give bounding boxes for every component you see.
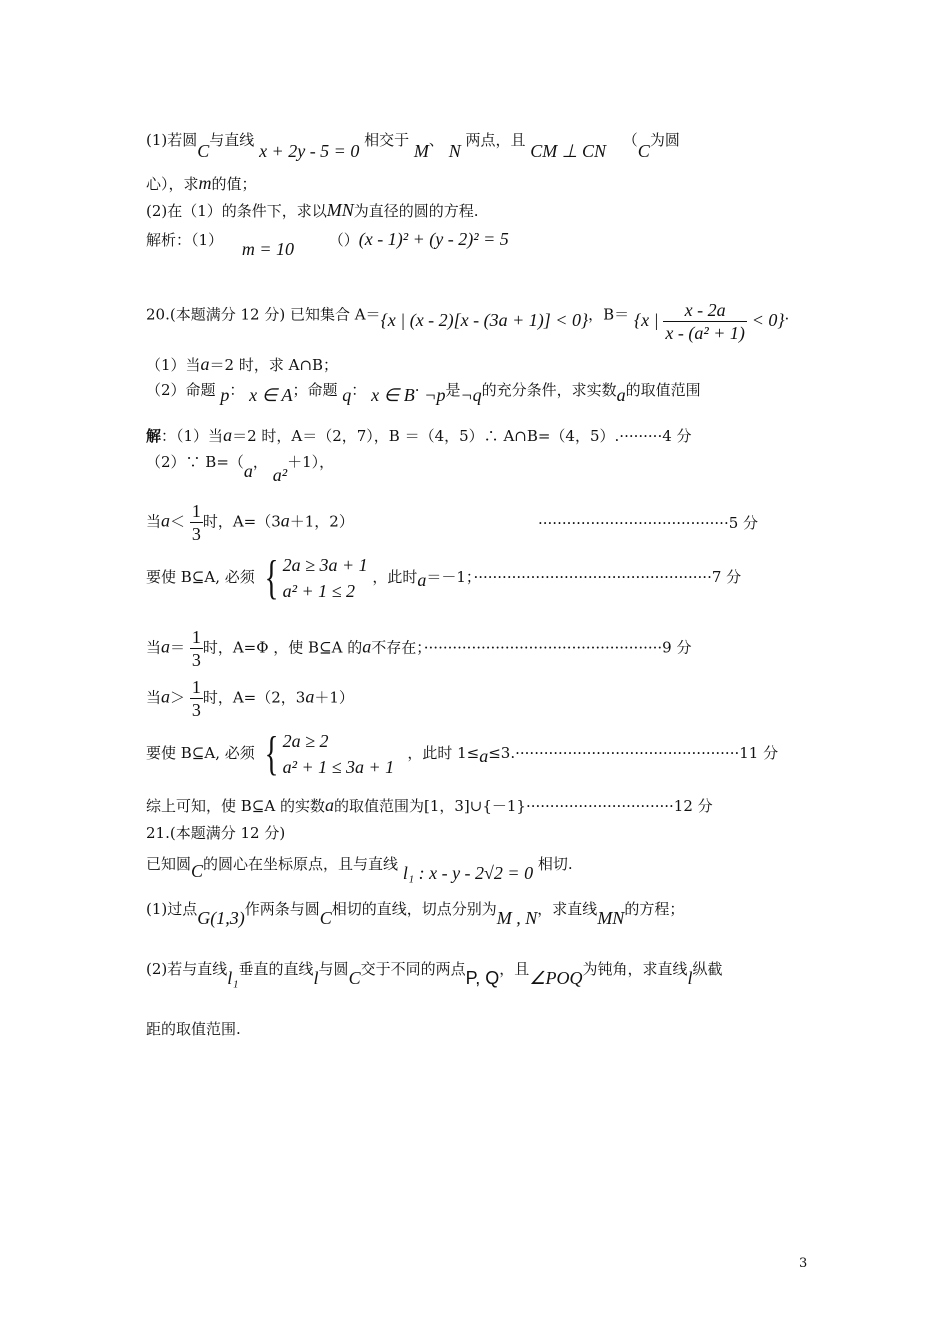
numerator: 1 [191,501,201,521]
leader-dots: ··············································· [515,744,740,762]
text: ＝－1； [426,568,474,586]
leader-dots: ········································ [538,514,729,532]
text: ：（1）当 [161,427,224,445]
text: （） [328,231,359,249]
text: 相交于 [364,131,410,149]
circle-equation: (x - 1)² + (y - 2)² = 5 [358,229,509,249]
text: ＋1）， [287,453,335,471]
point-g: G(1,3) [197,908,245,928]
text: 距的取值范围. [146,1020,241,1038]
q20-solution-part1 [146,424,830,447]
leader-dots: ·················································· [423,638,663,657]
text: (1)若圆 [146,131,198,149]
text: ，此时 1≤ [407,744,480,762]
text: (2)在（1）的条件下，求以 [146,202,327,220]
score: 9 分 [662,638,692,657]
text: 是 [445,381,461,399]
text: ： [351,381,367,399]
text: 的圆心在坐标原点，且与直线 [203,855,399,873]
denominator: 3 [191,524,201,544]
page-number: 3 [799,1256,808,1271]
points-pq: P, Q [465,968,500,988]
set-b-right: < 0} [751,309,785,330]
var-a: a [161,636,171,657]
q21-header [146,822,830,844]
q21-part2-cont [146,1018,830,1040]
leader-dots: ·················································· [473,568,712,586]
text: 的值； [211,175,257,193]
text: 与圆 [318,960,349,978]
brace: { [264,727,278,780]
solution-label: 解 [146,427,162,445]
var-a: a [417,570,427,590]
q20-part2 [146,378,830,405]
text: 纵截 [692,960,723,978]
text: ＞ [170,688,186,707]
var-a: a [362,636,372,657]
text: (1)过点 [146,900,198,918]
text: ， [252,453,268,471]
text: 要使 B⊆A, 必须 [146,744,255,762]
prop-q: x ∈ B [371,385,415,405]
q19-answer [146,228,830,259]
text: ＝ [170,638,186,657]
var-a: a [280,510,290,531]
text: 已知圆 [146,855,192,873]
text: （2）命题 [146,381,216,399]
text: 的取值范围为[1，3]∪{－1} [333,797,526,815]
score: 7 分 [711,568,742,586]
text: 当 [146,688,162,707]
set-b-left: {x | [633,309,659,330]
line-equation: x + 2y - 5 = 0 [259,141,360,161]
q19-part1-line1 [146,128,830,161]
var-mn: MN [326,200,354,220]
var-a: a [161,510,171,531]
text: 为圆 [649,131,680,149]
system-row: a² + 1 ≤ 3a + 1 [282,757,395,777]
var-a: a [223,425,233,445]
text: 两点，且 [465,131,526,149]
q20-solution-part2 [146,450,830,485]
not-p: ¬p [424,385,446,405]
line-mn: MN [597,908,625,928]
text: ，B＝ [588,305,630,324]
line-l: l [687,968,693,988]
text: ＋1，2） [289,512,354,531]
system-row: 2a ≥ 2 [282,731,329,751]
case-a-equals-third [146,626,830,671]
line-l: l [313,968,319,988]
fraction-one-third [190,676,203,721]
var-a: a [305,686,315,707]
fraction-numerator: x - 2a [684,300,726,320]
text: 与直线 [209,131,255,149]
var-a: a [616,385,626,405]
var-a: a [200,354,210,374]
text: ＝2 时，A＝（2，7），B ＝（4，5）∴ A∩B=（4，5）. [232,427,620,445]
text: ＋1） [314,688,354,707]
fraction-denominator: x - (a² + 1) [665,323,745,343]
q20-conclusion [146,794,830,817]
set-b-fraction [663,299,747,344]
system-row: a² + 1 ≤ 2 [282,581,355,601]
var-c: C [348,968,361,988]
text: 的充分条件，求实数 [481,381,617,399]
numerator: 1 [191,627,201,647]
text: . [784,305,790,324]
q21-part1 [146,897,830,928]
score: 4 分 [662,427,692,445]
numerator: 1 [191,677,201,697]
text: 20.(本题满分 12 分) 已知集合 A＝ [146,305,381,324]
case-a-less-than-third [146,500,830,545]
tangent-line-equation: l₁ : x - y - 2√2 = 0 [402,863,534,883]
answer-m: m = 10 [241,239,294,259]
denominator: 3 [191,650,201,670]
text: 时，A=（2，3 [202,688,306,707]
not-q: ¬q [460,385,482,405]
q19-part1-line2 [146,172,830,195]
tangent-points: M , N [496,908,538,928]
text: 的取值范围 [625,381,701,399]
text: 21.(本题满分 12 分) [146,824,286,842]
inequality-system [260,728,403,780]
text: 心），求 [146,175,199,193]
text: 综上可知，使 B⊆A 的实数 [146,797,325,815]
case1-condition [146,552,830,604]
text: · [414,381,420,399]
line-l1: l₁ [227,968,239,988]
var-p: p [220,385,230,405]
score: 11 分 [739,744,779,762]
perp-condition: CM ⊥ CN [530,141,606,161]
text: ，且 [499,960,530,978]
text: 解析：（1） [146,231,224,249]
score: 12 分 [673,797,713,815]
text: 、 [428,131,444,149]
text: 为钝角，求直线 [582,960,688,978]
text: 垂直的直线 [238,960,314,978]
angle-poq: ∠POQ [529,968,583,988]
q20-part1 [146,353,830,376]
var-a: a [243,461,253,481]
text: 的方程； [624,900,685,918]
a-squared: a² [272,465,288,485]
var-c: C [191,861,204,881]
case-a-greater-than-third [146,676,830,721]
text: (2)若与直线 [146,960,228,978]
var-a: a [161,686,171,707]
text: ＝2 时，求 A∩B； [209,356,339,374]
text: （ [622,131,638,149]
text: ： [229,381,245,399]
system-row: 2a ≥ 3a + 1 [282,555,368,575]
text: 作两条与圆 [244,900,320,918]
text: 当 [146,512,162,531]
var-q: q [342,385,352,405]
text: 交于不同的两点 [360,960,466,978]
prop-p: x ∈ A [249,385,293,405]
score: 5 分 [728,514,759,532]
var-n: N [448,141,461,161]
leader-dots: ······························· [525,797,674,815]
text: 不存在； [371,638,424,657]
text: 相切的直线，切点分别为 [331,900,497,918]
text: 时，A=（3 [202,512,281,531]
q20-statement [146,293,830,343]
text: ，此时 [372,568,418,586]
text: （1）当 [146,356,201,374]
brace: { [264,551,278,604]
text: 相切. [537,855,573,873]
q21-part2 [146,957,830,988]
text: 要使 B⊆A, 必须 [146,568,255,586]
q19-part2 [146,199,830,222]
leader-dots: ········· [619,427,663,445]
var-c: C [197,141,210,161]
var-a: a [479,746,489,766]
text: ＜ [170,512,186,531]
denominator: 3 [191,700,201,720]
text: ≤3. [488,744,516,762]
text: 当 [146,638,162,657]
fraction-one-third [190,626,203,671]
var-c: C [319,908,332,928]
text: ；命题 [292,381,338,399]
var-a: a [324,795,334,815]
text: ，求直线 [537,900,598,918]
text: （2）∵ B=（ [146,453,244,471]
case3-condition [146,728,830,780]
var-m: m [198,173,212,193]
var-c: C [637,141,650,161]
fraction-one-third [190,500,203,545]
set-a: {x | (x - 2)[x - (3a + 1)] < 0} [380,309,589,330]
text: 为直径的圆的方程. [353,202,479,220]
q21-statement [146,852,830,883]
var-m: M [413,141,429,161]
text: 时，A=Φ ，使 B⊆A 的 [202,638,363,657]
inequality-system [260,552,368,604]
